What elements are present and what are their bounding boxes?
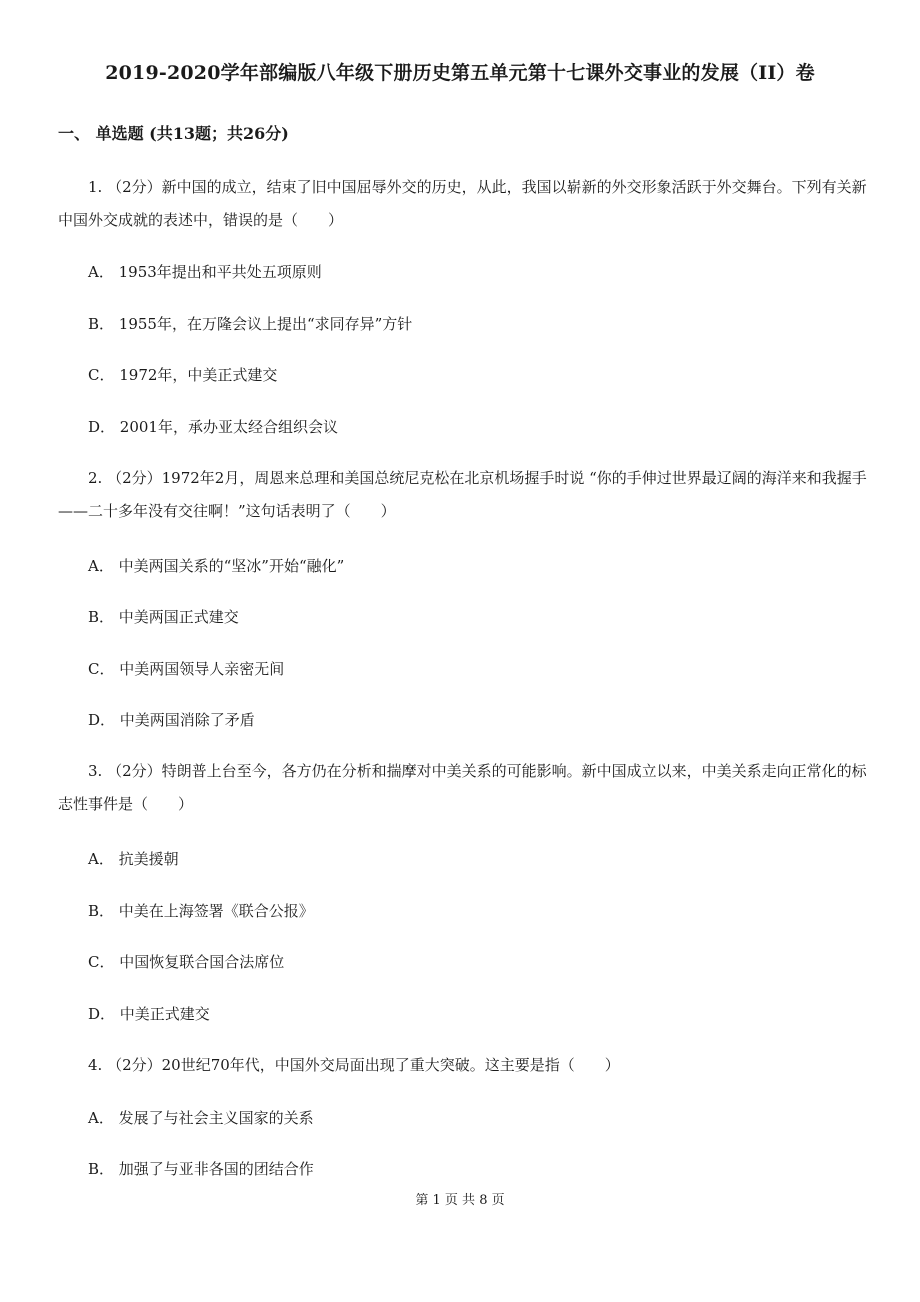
question-3-option-a: A． 抗美援朝 [88,850,179,868]
question-1-stem: 1. （2分）新中国的成立，结束了旧中国屈辱外交的历史，从此，我国以崭新的外交形象活跃于外交舞台。下列有关新中国外交成就的表述中，错误的是（ ） [58,178,867,229]
question-3-option-c: C． 中国恢复联合国合法席位 [88,953,285,971]
question-3-stem: 3. （2分）特朗普上台至今，各方仍在分析和揣摩对中美关系的可能影响。新中国成立以来，中美关系走向正常化的标志性事件是（ ） [58,762,867,813]
question-4-option-a: A． 发展了与社会主义国家的关系 [88,1109,314,1127]
question-2-option-a: A． 中美两国关系的“坚冰”开始“融化” [88,557,345,575]
question-1-option-b: B． 1955年，在万隆会议上提出“求同存异”方针 [88,315,413,333]
question-1-option-d: D． 2001年，承办亚太经合组织会议 [88,418,338,436]
question-4-stem: 4. （2分）20世纪70年代，中国外交局面出现了重大突破。这主要是指（ ） [88,1056,620,1074]
page-title: 2019-2020学年部编版八年级下册历史第五单元第十七课外交事业的发展（II）卷 [105,62,815,84]
question-3-option-d: D． 中美正式建交 [88,1005,210,1023]
question-3-option-b: B． 中美在上海签署《联合公报》 [88,902,314,920]
question-2-option-d: D． 中美两国消除了矛盾 [88,711,255,729]
question-2-stem: 2. （2分）1972年2月，周恩来总理和美国总统尼克松在北京机场握手时说 “你的手伸过世界最辽阔的海洋来和我握手——二十多年没有交往啊！”这句话表明了（ ） [58,469,867,520]
question-2-option-c: C． 中美两国领导人亲密无间 [88,660,285,678]
question-1-option-a: A． 1953年提出和平共处五项原则 [88,263,322,281]
question-4-option-b: B． 加强了与亚非各国的团结合作 [88,1160,314,1178]
page-footer: 第 1 页 共 8 页 [415,1193,505,1208]
section-heading: 一、 单选题 (共13题；共26分) [58,124,289,143]
question-1-option-c: C． 1972年，中美正式建交 [88,366,278,384]
question-2-option-b: B． 中美两国正式建交 [88,608,239,626]
